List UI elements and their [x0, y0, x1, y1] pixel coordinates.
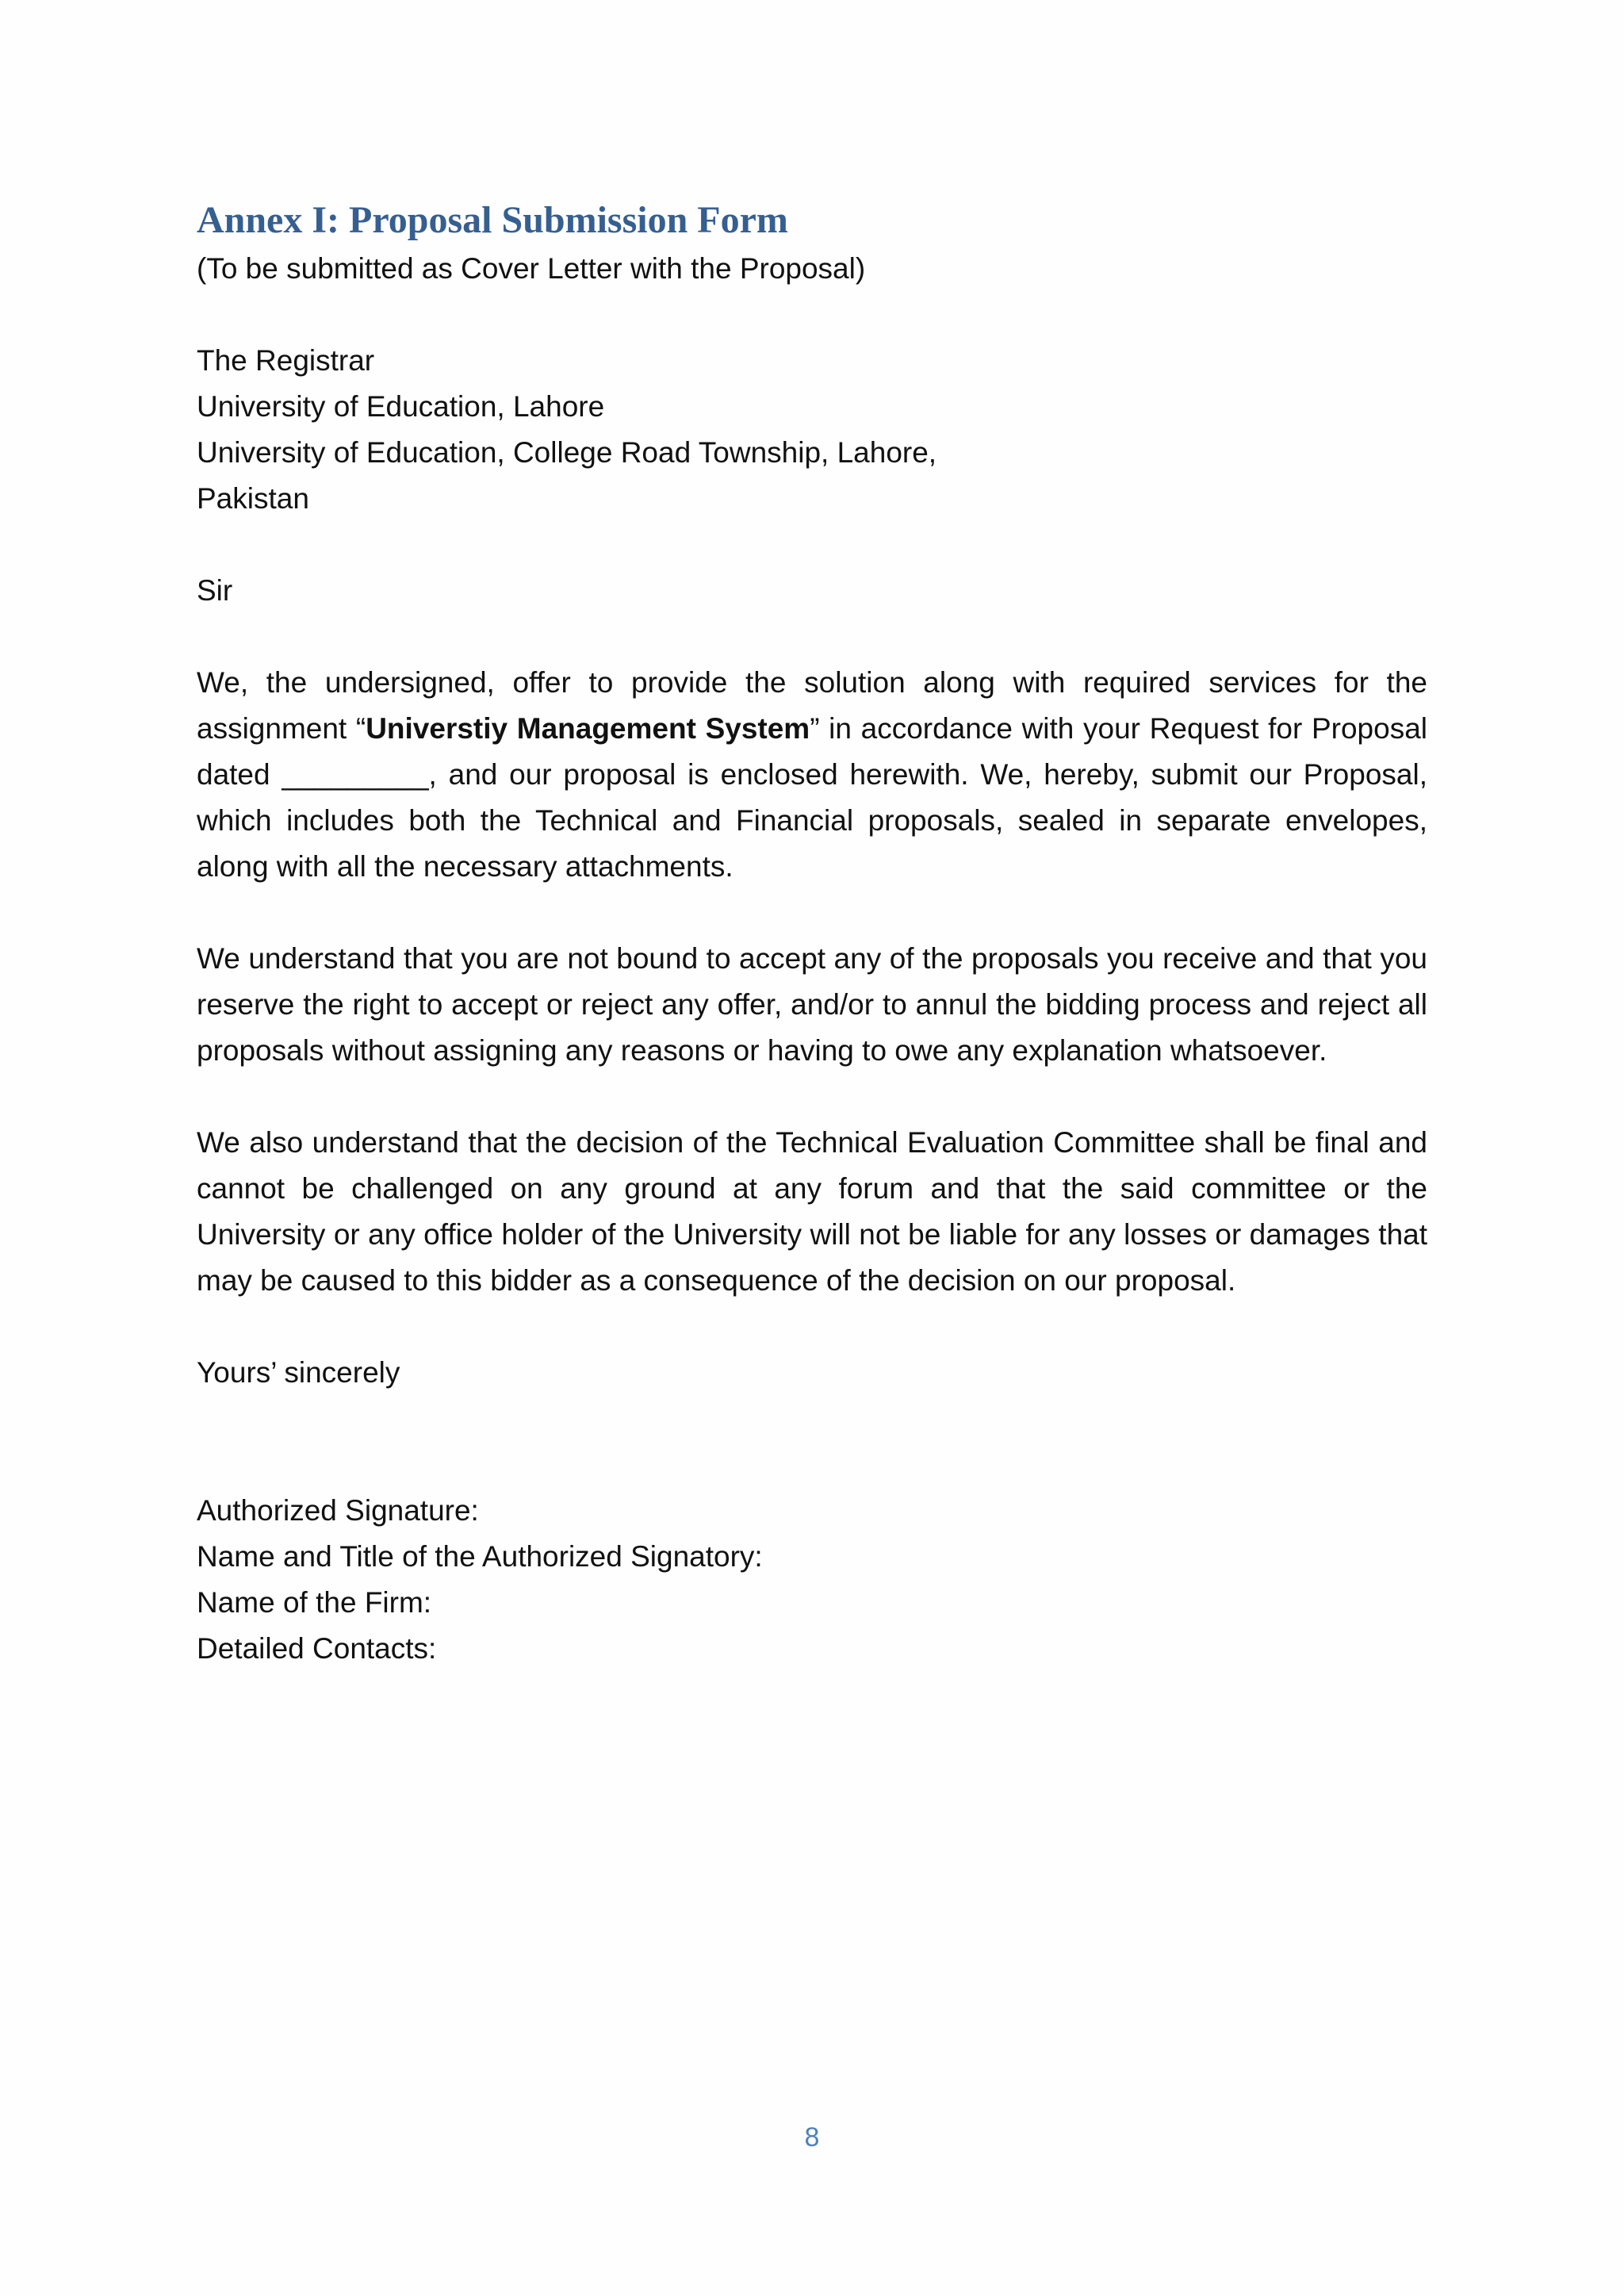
page-title: Annex I: Proposal Submission Form: [197, 199, 788, 241]
document-content: [197, 195, 1427, 1672]
closing: Yours’ sincerely: [197, 1356, 400, 1389]
authorized-signature-label: Authorized Signature:: [197, 1494, 479, 1527]
signature-fields: [197, 1488, 1427, 1672]
subtitle: (To be submitted as Cover Letter with the Proposal): [197, 252, 866, 285]
assignment-name: Universtiy Management System: [366, 712, 810, 745]
recipient-address: [197, 338, 1427, 522]
paragraph-offer-text-end: ” in accordance with your Request for Proposal dated _________, and our proposal is enclosed herewith. We, hereby, submit our Proposal, which includes both the Technical and Financial proposals, sealed in separate envelopes, along with all the necessary attachments.: [197, 712, 1427, 883]
paragraph-committee-decision: We also understand that the decision of the Technical Evaluation Committee shall be final and cannot be challenged on any ground at any forum and that the said committee or the University or any office holder of the University will not be liable for any losses or damages that may be caused to this bidder as a consequence of the decision on our proposal.: [197, 1126, 1427, 1297]
signatory-name-title-label: Name and Title of the Authorized Signatory:: [197, 1540, 763, 1573]
firm-name-label: Name of the Firm:: [197, 1586, 432, 1619]
address-line-2: University of Education, Lahore: [197, 390, 605, 423]
address-line-3: University of Education, College Road Township, Lahore,: [197, 436, 937, 469]
address-line-4: Pakistan: [197, 482, 309, 515]
salutation: Sir: [197, 574, 233, 607]
detailed-contacts-label: Detailed Contacts:: [197, 1632, 437, 1665]
address-line-1: The Registrar: [197, 344, 375, 377]
paragraph-understanding: We understand that you are not bound to accept any of the proposals you receive and that you reserve the right to accept or reject any offer, and/or to annul the bidding process and reject all proposals without assigning any reasons or having to owe any explanation whatsoever.: [197, 942, 1427, 1067]
paragraph-offer-text-start: We, the undersigned, offer to provide the solution along with required services for the assignment “: [197, 666, 1427, 745]
page-number: 8: [804, 2122, 820, 2152]
paragraph-offer: [197, 660, 1427, 890]
